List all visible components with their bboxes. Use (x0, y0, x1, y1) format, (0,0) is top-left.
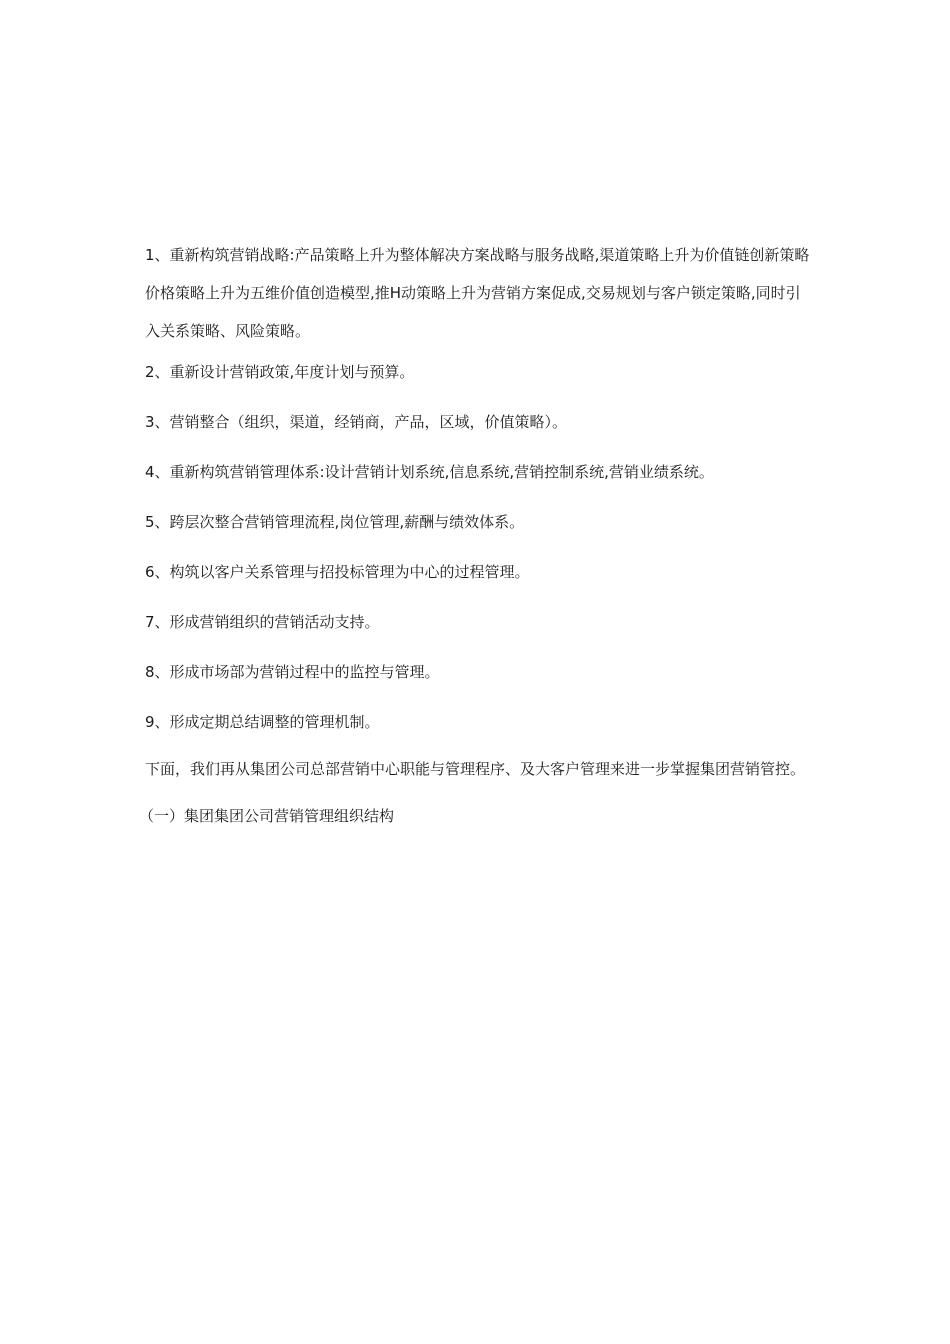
list-item: 5、跨层次整合营销管理流程,岗位管理,薪酬与绩效体系。 (145, 513, 525, 531)
list-item: 2、重新设计营销政策,年度计划与预算。 (145, 363, 415, 381)
list-item: 9、形成定期总结调整的管理机制。 (145, 713, 380, 731)
list-item: 8、形成市场部为营销过程中的监控与管理。 (145, 663, 440, 681)
list-item: 7、形成营销组织的营销活动支持。 (145, 613, 380, 631)
list-item: 1、重新构筑营销战略:产品策略上升为整体解决方案战略与服务战略,渠道策略上升为价值链创新策略价格策略上升为五维价值创造模型,推H动策略上升为营销方案促成,交易规划与客户锁定策略,同时引入关系策略、风险策略。 (145, 246, 810, 340)
document-body (139, 236, 810, 827)
list-item: 6、构筑以客户关系管理与招投标管理为中心的过程管理。 (145, 563, 530, 581)
section-heading: （一）集团集团公司营销管理组织结构 (139, 807, 395, 825)
body-paragraph: 下面，我们再从集团公司总部营销中心职能与管理程序、及大客户管理来进一步掌握集团营销管控。 (145, 760, 806, 778)
list-item: 4、重新构筑营销管理体系:设计营销计划系统,信息系统,营销控制系统,营销业绩系统。 (145, 463, 714, 481)
list-item: 3、营销整合（组织，渠道，经销商，产品，区域，价值策略）。 (145, 413, 568, 431)
